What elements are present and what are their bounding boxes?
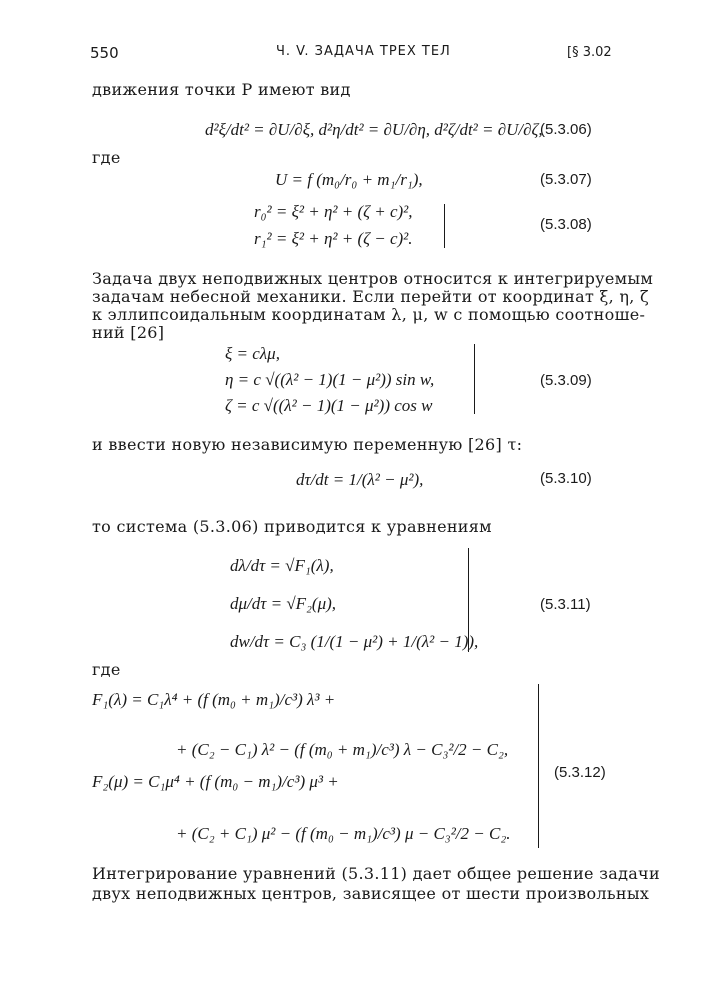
- right-brace: [462, 548, 469, 652]
- equation-5-3-11-line: dw/dτ = C₃ (1/(1 − μ²) + 1/(λ² − 1)),: [230, 632, 479, 651]
- equation-5-3-12-line: + (C₂ − C₁) λ² − (f (m₀ + m₁)/c³) λ − C₃²/2 − C₂,: [176, 740, 509, 759]
- right-brace: [438, 204, 445, 248]
- equation-5-3-06: d²ξ/dt² = ∂U/∂ξ, d²η/dt² = ∂U/∂η, d²ζ/dt² = ∂U/∂ζ,: [205, 120, 543, 139]
- equation-number: (5.3.12): [554, 764, 606, 781]
- right-brace: [532, 684, 539, 848]
- paragraph-text: Интегрирование уравнений (5.3.11) дает общее решение задачи: [92, 864, 660, 883]
- running-title: Ч. V. ЗАДАЧА ТРЕХ ТЕЛ: [276, 44, 451, 59]
- page-number: 550: [90, 44, 119, 62]
- equation-5-3-12-line: + (C₂ + C₁) μ² − (f (m₀ − m₁)/c³) μ − C₃²/2 − C₂.: [176, 824, 511, 843]
- equation-number: (5.3.06): [540, 121, 592, 138]
- equation-5-3-11-line: dλ/dτ = √F₁(λ),: [230, 556, 334, 575]
- equation-number: (5.3.11): [540, 596, 591, 613]
- paragraph-text: то система (5.3.06) приводится к уравнениям: [92, 517, 492, 536]
- equation-5-3-08-line: r₁² = ξ² + η² + (ζ − c)².: [254, 229, 413, 248]
- paragraph-text: ний [26]: [92, 323, 165, 342]
- equation-number: (5.3.07): [540, 171, 592, 188]
- equation-5-3-11-line: dμ/dτ = √F₂(μ),: [230, 594, 337, 613]
- equation-number: (5.3.08): [540, 216, 592, 233]
- equation-number: (5.3.09): [540, 372, 592, 389]
- section-reference: [§ 3.02: [567, 45, 612, 60]
- paragraph-text: к эллипсоидальным координатам λ, μ, w с помощью соотноше-: [92, 305, 646, 324]
- where-label: где: [92, 660, 121, 679]
- paragraph-text: двух неподвижных центров, зависящее от шести произвольных: [92, 884, 650, 903]
- where-label: где: [92, 148, 121, 167]
- paragraph-text: Задача двух неподвижных центров относится к интегрируемым: [92, 269, 654, 288]
- equation-5-3-09-line: η = c √((λ² − 1)(1 − μ²)) sin w,: [225, 370, 435, 389]
- equation-5-3-09-line: ξ = cλμ,: [225, 344, 280, 363]
- equation-number: (5.3.10): [540, 470, 592, 487]
- equation-5-3-08-line: r₀² = ξ² + η² + (ζ + c)²,: [254, 202, 413, 221]
- paragraph-text: задачам небесной механики. Если перейти от координат ξ, η, ζ: [92, 287, 649, 306]
- paragraph-text: и ввести новую независимую переменную [26] τ:: [92, 435, 523, 454]
- equation-5-3-09-line: ζ = c √((λ² − 1)(1 − μ²)) cos w: [225, 396, 433, 415]
- equation-5-3-07: U = f (m₀/r₀ + m₁/r₁),: [275, 170, 423, 189]
- paragraph-text: движения точки P имеют вид: [92, 80, 351, 99]
- right-brace: [468, 344, 475, 414]
- equation-5-3-10: dτ/dt = 1/(λ² − μ²),: [296, 470, 424, 489]
- equation-5-3-12-line: F₂(μ) = C₁μ⁴ + (f (m₀ − m₁)/c³) μ³ +: [92, 772, 339, 791]
- equation-5-3-12-line: F₁(λ) = C₁λ⁴ + (f (m₀ + m₁)/c³) λ³ +: [92, 690, 336, 709]
